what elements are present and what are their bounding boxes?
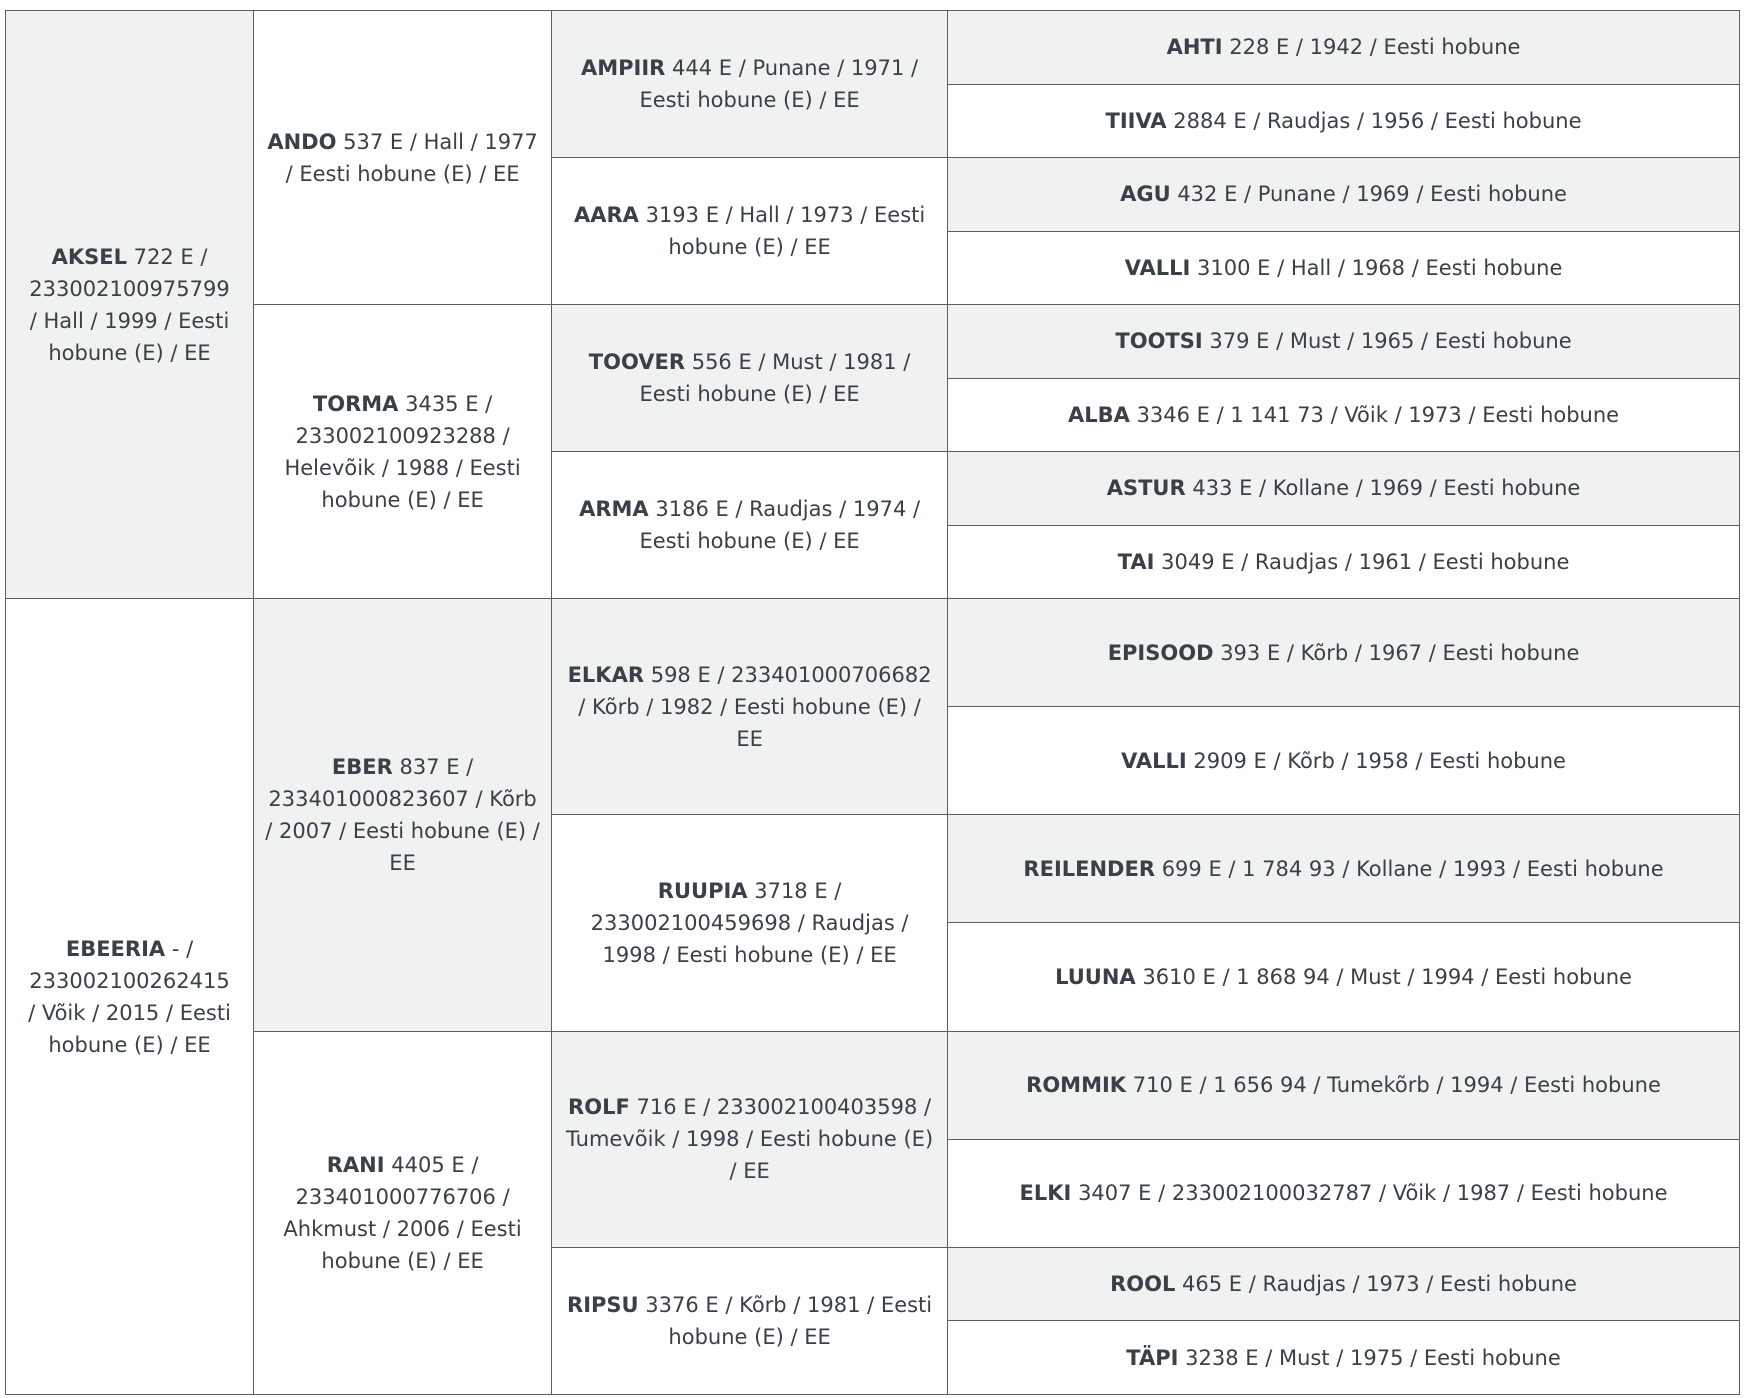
gen4-cell xyxy=(948,815,1740,923)
gen3-cell xyxy=(552,11,948,158)
horse-info: 710 E / 1 656 94 / Tumekõrb / 1994 / Eesti hobune xyxy=(1132,1073,1661,1098)
horse-name[interactable]: EBER xyxy=(331,754,393,779)
horse-name[interactable]: TOOVER xyxy=(588,350,686,375)
horse-info: 3610 E / 1 868 94 / Must / 1994 / Eesti hobune xyxy=(1142,965,1632,990)
horse-name[interactable]: ANDO xyxy=(267,129,337,154)
horse-name[interactable]: VALLI xyxy=(1121,748,1187,773)
gen3-cell xyxy=(552,452,948,599)
horse-info: 3238 E / Must / 1975 / Eesti hobune xyxy=(1185,1345,1561,1370)
gen4-cell xyxy=(948,1139,1740,1247)
gen3-cell xyxy=(552,599,948,815)
horse-info: 2909 E / Kõrb / 1958 / Eesti hobune xyxy=(1193,748,1566,773)
horse-info: 3186 E / Raudjas / 1974 / Eesti hobune (E) / EE xyxy=(639,497,921,554)
horse-info: 598 E / 233401000706682 / Kõrb / 1982 / Eesti hobune (E) / EE xyxy=(578,662,932,751)
horse-info: 3407 E / 233002100032787 / Võik / 1987 / Eesti hobune xyxy=(1078,1181,1668,1206)
horse-name[interactable]: ELKI xyxy=(1019,1181,1072,1206)
horse-name[interactable]: AARA xyxy=(573,203,639,228)
gen4-cell xyxy=(948,1031,1740,1139)
horse-name[interactable]: EPISOOD xyxy=(1107,640,1214,665)
gen4-cell xyxy=(948,305,1740,379)
horse-name[interactable]: AGU xyxy=(1120,182,1171,207)
gen4-cell xyxy=(948,525,1740,599)
horse-name[interactable]: ROLF xyxy=(568,1095,630,1120)
gen4-cell xyxy=(948,378,1740,452)
horse-name[interactable]: RUUPIA xyxy=(657,878,748,903)
gen4-cell xyxy=(948,158,1740,232)
horse-info: 3100 E / Hall / 1968 / Eesti hobune xyxy=(1197,255,1563,280)
horse-info: 699 E / 1 784 93 / Kollane / 1993 / Eesti hobune xyxy=(1161,856,1664,881)
gen4-cell xyxy=(948,1321,1740,1395)
dam-cell xyxy=(6,599,254,1395)
horse-info: 432 E / Punane / 1969 / Eesti hobune xyxy=(1177,182,1567,207)
horse-name[interactable]: AHTI xyxy=(1166,35,1223,60)
horse-info: 465 E / Raudjas / 1973 / Eesti hobune xyxy=(1182,1271,1577,1296)
horse-name[interactable]: RANI xyxy=(326,1152,385,1177)
horse-name[interactable]: ELKAR xyxy=(567,662,645,687)
horse-name[interactable]: RIPSU xyxy=(567,1292,639,1317)
horse-name[interactable]: ASTUR xyxy=(1106,476,1186,501)
horse-info: - / 233002100262415 / Võik / 2015 / Eesti hobune (E) / EE xyxy=(28,936,231,1057)
maternal-grandsire-cell xyxy=(254,599,552,1031)
gen3-cell xyxy=(552,815,948,1031)
sire-cell xyxy=(6,11,254,599)
gen4-cell xyxy=(948,923,1740,1031)
horse-info: 228 E / 1942 / Eesti hobune xyxy=(1229,35,1521,60)
horse-name[interactable]: TAI xyxy=(1117,549,1155,574)
gen3-cell xyxy=(552,158,948,305)
horse-info: 2884 E / Raudjas / 1956 / Eesti hobune xyxy=(1173,108,1582,133)
gen4-cell xyxy=(948,452,1740,526)
horse-name[interactable]: EBEERIA xyxy=(65,936,166,961)
horse-info: 4405 E / 233401000776706 / Ahkmust / 2006 / Eesti hobune (E) / EE xyxy=(283,1152,522,1273)
horse-info: 3435 E / 233002100923288 / Helevõik / 1988 / Eesti hobune (E) / EE xyxy=(284,391,521,512)
horse-info: 3718 E / 233002100459698 / Raudjas / 1998 / Eesti hobune (E) / EE xyxy=(590,878,909,967)
gen3-cell xyxy=(552,1247,948,1394)
horse-info: 837 E / 233401000823607 / Kõrb / 2007 / Eesti hobune (E) / EE xyxy=(265,754,540,875)
horse-name[interactable]: TORMA xyxy=(312,391,399,416)
paternal-grandsire-cell xyxy=(254,11,552,305)
horse-name[interactable]: TÄPI xyxy=(1126,1345,1179,1370)
gen4-cell xyxy=(948,1247,1740,1321)
gen4-cell xyxy=(948,707,1740,815)
gen3-cell xyxy=(552,1031,948,1247)
horse-info: 393 E / Kõrb / 1967 / Eesti hobune xyxy=(1220,640,1580,665)
horse-name[interactable]: TIIVA xyxy=(1105,108,1167,133)
horse-info: 537 E / Hall / 1977 / Eesti hobune (E) / EE xyxy=(285,129,538,186)
maternal-granddam-cell xyxy=(254,1031,552,1394)
horse-name[interactable]: VALLI xyxy=(1124,255,1191,280)
horse-name[interactable]: LUUNA xyxy=(1055,965,1136,990)
horse-info: 556 E / Must / 1981 / Eesti hobune (E) / EE xyxy=(639,350,911,407)
horse-info: 433 E / Kollane / 1969 / Eesti hobune xyxy=(1192,476,1581,501)
pedigree-table xyxy=(5,10,1740,1395)
horse-name[interactable]: REILENDER xyxy=(1023,856,1155,881)
gen3-cell xyxy=(552,305,948,452)
horse-name[interactable]: ARMA xyxy=(579,497,649,522)
horse-info: 444 E / Punane / 1971 / Eesti hobune (E) / EE xyxy=(639,56,919,113)
gen4-cell xyxy=(948,599,1740,707)
gen4-cell xyxy=(948,84,1740,158)
gen4-cell xyxy=(948,11,1740,85)
horse-info: 3376 E / Kõrb / 1981 / Eesti hobune (E) / EE xyxy=(645,1292,933,1349)
paternal-granddam-cell xyxy=(254,305,552,599)
horse-name[interactable]: ROMMIK xyxy=(1026,1073,1127,1098)
horse-info: 722 E / 233002100975799 / Hall / 1999 / Eesti hobune (E) / EE xyxy=(29,244,230,365)
horse-name[interactable]: AKSEL xyxy=(51,244,127,269)
horse-name[interactable]: TOOTSI xyxy=(1115,329,1203,354)
horse-info: 3193 E / Hall / 1973 / Eesti hobune (E) / EE xyxy=(645,203,926,260)
horse-info: 3049 E / Raudjas / 1961 / Eesti hobune xyxy=(1161,549,1570,574)
horse-info: 3346 E / 1 141 73 / Võik / 1973 / Eesti hobune xyxy=(1136,402,1620,427)
horse-name[interactable]: ALBA xyxy=(1067,402,1130,427)
horse-name[interactable]: AMPIIR xyxy=(581,56,666,81)
horse-info: 379 E / Must / 1965 / Eesti hobune xyxy=(1209,329,1572,354)
gen4-cell xyxy=(948,231,1740,305)
horse-info: 716 E / 233002100403598 / Tumevõik / 1998 / Eesti hobune (E) / EE xyxy=(566,1095,934,1184)
horse-name[interactable]: ROOL xyxy=(1110,1271,1176,1296)
